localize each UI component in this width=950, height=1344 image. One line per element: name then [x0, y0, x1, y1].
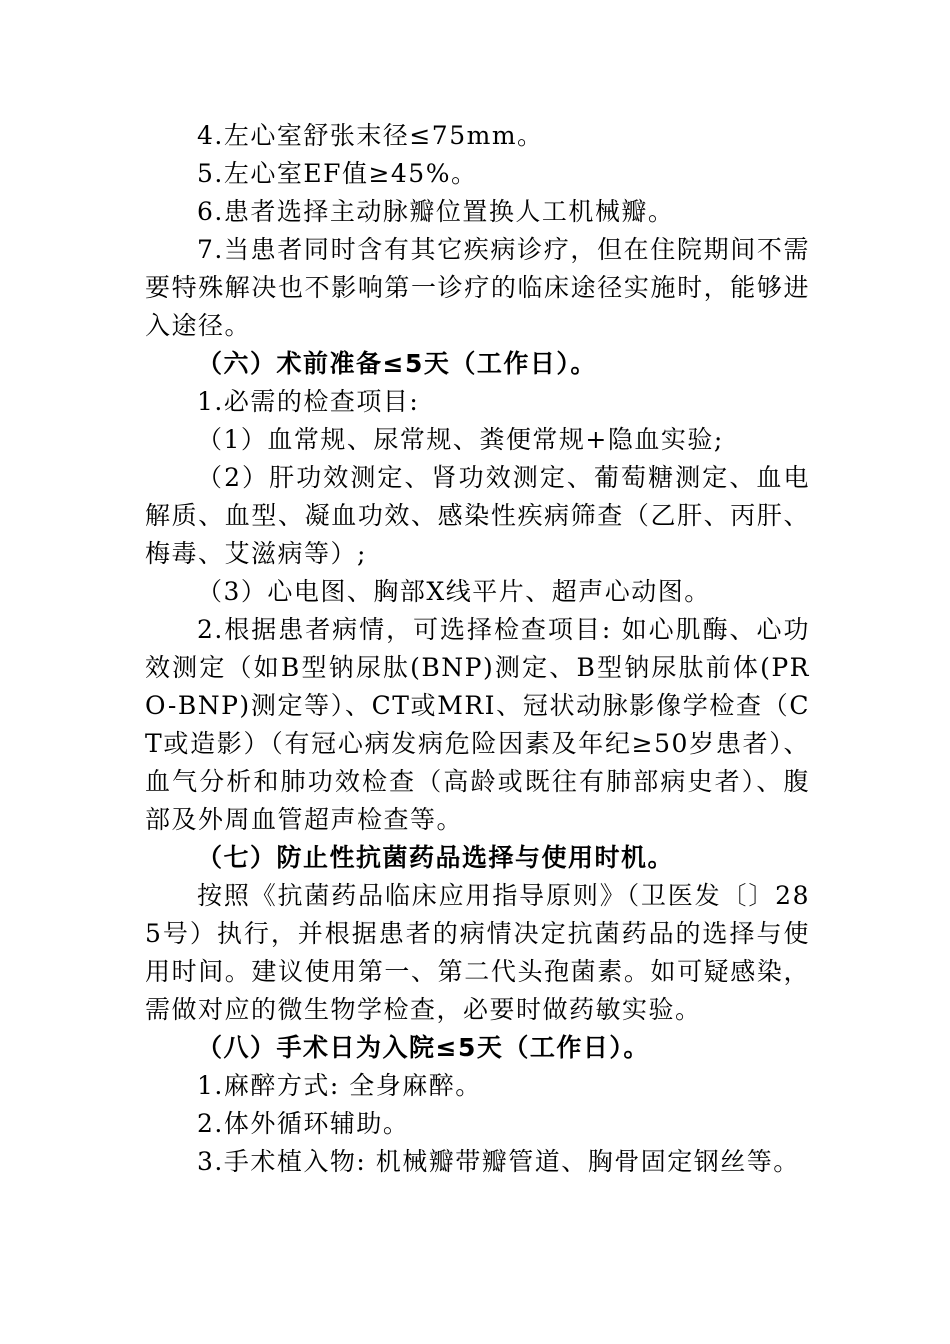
paragraph-bypass: 2.体外循环辅助。 — [197, 1109, 410, 1138]
section-heading-6: （六）术前准备≤5天（工作日）。 — [197, 349, 597, 378]
paragraph-anesthesia: 1.麻醉方式: 全身麻醉。 — [197, 1071, 482, 1100]
paragraph-optional-exams: 2.根据患者病情，可选择检查项目: 如心肌酶、心功效测定（如B型钠尿肽(BNP)测定、B型钠尿肽前体(PRO-BNP)测定等）、CT或MRI、冠状动脉影像学检查（CT或造影）（有冠心病发病危险因素及年纪≥50岁患者）、血气分析和肺功效检查（高龄或既往有肺部病史者）、腹部及外周血管超声检查等。 — [145, 615, 810, 834]
paragraph-implants: 3.手术植入物: 机械瓣带瓣管道、胸骨固定钢丝等。 — [197, 1147, 800, 1176]
paragraph-criterion-4: 4.左心室舒张末径≤75mm。 — [197, 121, 544, 150]
paragraph-criterion-7: 7.当患者同时含有其它疾病诊疗，但在住院期间不需要特殊解决也不影响第一诊疗的临床途径实施时，能够进入途径。 — [145, 235, 810, 340]
section-heading-7: （七）防止性抗菌药品选择与使用时机。 — [197, 843, 675, 872]
paragraph-required-exams: 1.必需的检查项目: — [197, 387, 420, 416]
paragraph-criterion-6: 6.患者选择主动脉瓣位置换人工机械瓣。 — [197, 197, 675, 226]
paragraph-exam-1: （1）血常规、尿常规、粪便常规+隐血实验; — [197, 425, 724, 454]
paragraph-exam-2: （2）肝功效测定、肾功效测定、葡萄糖测定、血电解质、血型、凝血功效、感染性疾病筛查（乙肝、丙肝、梅毒、艾滋病等）; — [145, 463, 810, 568]
paragraph-exam-3: （3）心电图、胸部X线平片、超声心动图。 — [197, 577, 711, 606]
section-heading-8: （八）手术日为入院≤5天（工作日）。 — [197, 1033, 650, 1062]
document-body — [145, 117, 810, 1181]
paragraph-antibiotics: 按照《抗菌药品临床应用指导原则》（卫医发〔〕285号）执行，并根据患者的病情决定抗菌药品的选择与使用时间。建议使用第一、第二代头孢菌素。如可疑感染，需做对应的微生物学检查，必要时做药敏实验。 — [145, 881, 810, 1024]
paragraph-criterion-5: 5.左心室EF值≥45%。 — [197, 159, 478, 188]
